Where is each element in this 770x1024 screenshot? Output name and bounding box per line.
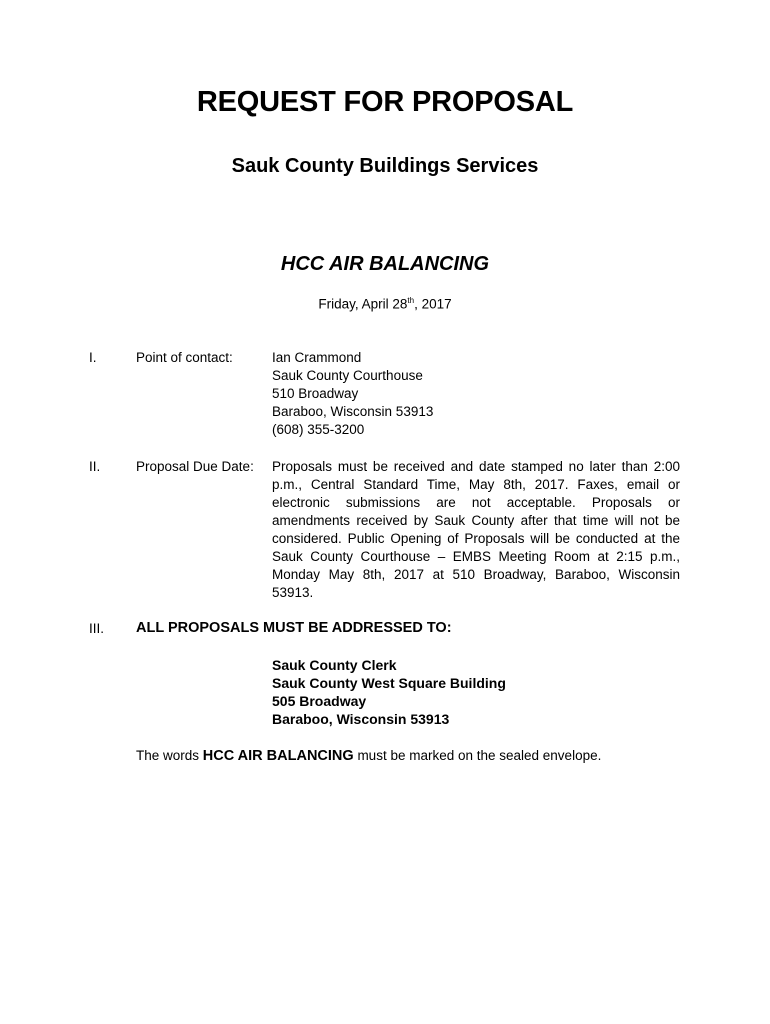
page-subtitle: Sauk County Buildings Services bbox=[231, 155, 539, 177]
section-numeral-contact: I. bbox=[89, 350, 97, 365]
mailing-address bbox=[272, 656, 506, 728]
section-numeral-address: III. bbox=[89, 621, 105, 636]
address-city: Baraboo, Wisconsin 53913 bbox=[272, 711, 450, 727]
contact-block bbox=[272, 349, 680, 439]
section-label-due-date: Proposal Due Date: bbox=[136, 459, 254, 474]
contact-name: Ian Crammond bbox=[272, 350, 362, 365]
address-street: 505 Broadway bbox=[272, 693, 367, 709]
contact-city: Baraboo, Wisconsin 53913 bbox=[272, 404, 434, 419]
contact-building: Sauk County Courthouse bbox=[272, 368, 423, 383]
project-name: HCC AIR BALANCING bbox=[280, 253, 490, 275]
address-building: Sauk County West Square Building bbox=[272, 675, 506, 691]
due-date-paragraph: Proposals must be received and date stamped no later than 2:00 p.m., Central Standard Time, May 8th, 2017. Faxes, email or electronic submissions are not acceptable. Proposals or amendments received by Sauk County after that time will not be considered. Public Opening of Proposals will be conducted at the Sauk County Courthouse – EMBS Meeting Room at 2:15 p.m., Monday May 8th, 2017 at 510 Broadway, Baraboo, Wisconsin 53913. bbox=[272, 459, 680, 600]
page-title: REQUEST FOR PROPOSAL bbox=[196, 86, 574, 118]
date-ordinal: th bbox=[407, 296, 415, 305]
note-before: The words bbox=[136, 748, 203, 763]
contact-street: 510 Broadway bbox=[272, 386, 359, 401]
section-numeral-due-date: II. bbox=[89, 459, 101, 474]
date-prefix: Friday, April 28 bbox=[318, 296, 408, 312]
address-office: Sauk County Clerk bbox=[272, 657, 397, 673]
envelope-note bbox=[136, 748, 601, 764]
section-label-address: ALL PROPOSALS MUST BE ADDRESSED TO: bbox=[136, 620, 452, 636]
note-after: must be marked on the sealed envelope. bbox=[353, 748, 602, 763]
date-year: , 2017 bbox=[414, 296, 452, 312]
document-date bbox=[0, 296, 770, 312]
note-emphasis: HCC AIR BALANCING bbox=[202, 748, 354, 764]
contact-phone: (608) 355-3200 bbox=[272, 422, 365, 437]
section-label-contact: Point of contact: bbox=[136, 350, 233, 365]
